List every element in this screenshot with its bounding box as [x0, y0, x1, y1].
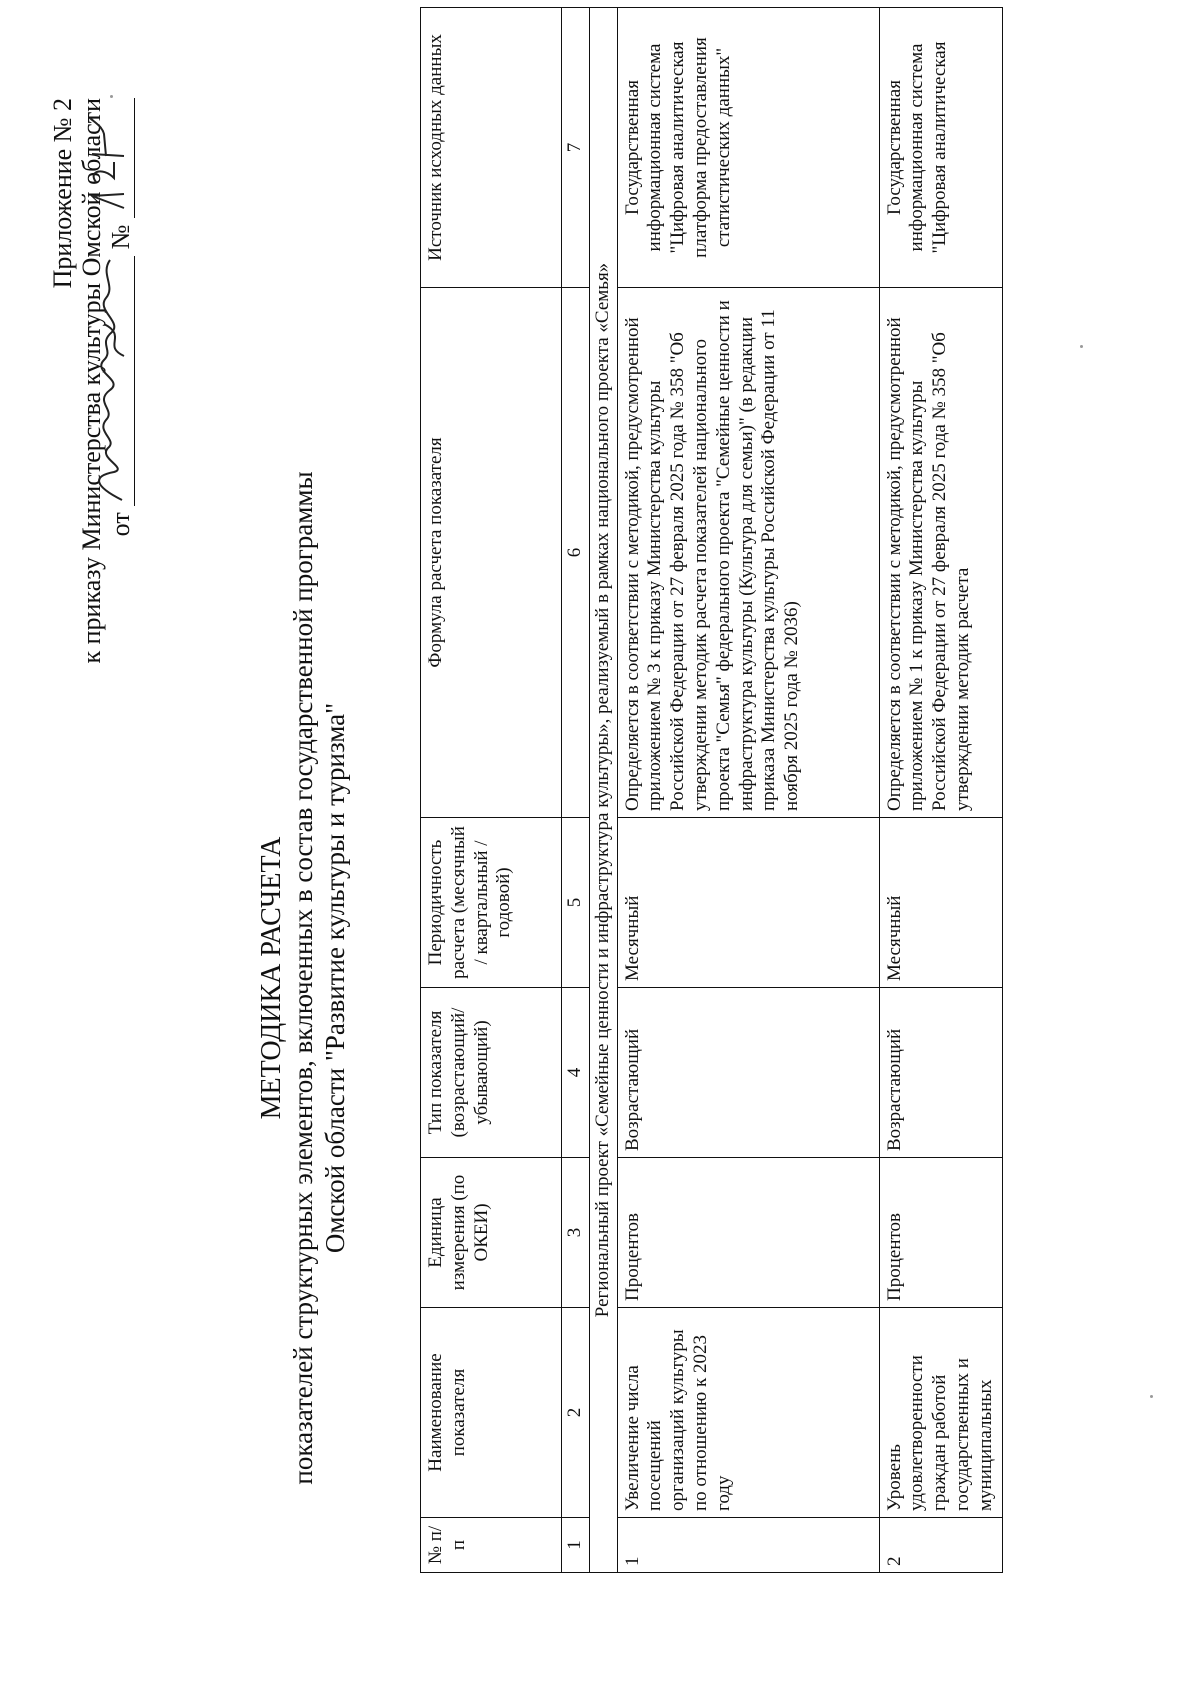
row-unit: Процентов — [617, 1158, 879, 1308]
row-period: Месячный — [879, 818, 1002, 988]
row-formula: Определяется в соответствии с методикой, предусмотренной приложением № 3 к приказу Министерства культуры Российской Федерации от 27 февраля 2025 года № 358 "Об утверждении методик расчета показателей национального проекта "Семья" федерального проекта "Семейные ценности и инфраструктура культуры (Культура для семьи)" (в редакции приказа Министерства культуры Российской Федерации от 11 ноября 2025 года № 2036) — [617, 288, 879, 818]
date-prefix: от — [106, 512, 136, 537]
row-period: Месячный — [617, 818, 879, 988]
table-header-row — [421, 8, 562, 1573]
section-title: Региональный проект «Семейные ценности и инфраструктура культуры», реализуемый в рамках национального проекта «Семья» — [589, 8, 617, 1573]
row-number: 1 — [617, 1518, 879, 1573]
document-subtitle-program: Омской области "Развитие культуры и туризма" — [319, 702, 350, 1254]
scan-speck — [1080, 345, 1083, 348]
column-number: 6 — [562, 288, 590, 818]
document-title: МЕТОДИКА РАСЧЕТА — [256, 836, 287, 1120]
handwritten-number — [108, 98, 135, 218]
document-subtitle: показателей структурных элементов, включенных в состав государственной программы — [288, 471, 319, 1485]
number-prefix: № — [106, 224, 136, 250]
row-unit: Процентов — [879, 1158, 1002, 1308]
column-number: 7 — [562, 8, 590, 288]
row-source: Государственная информационная система "Цифровая аналитическая — [879, 8, 1002, 288]
header-cell-type: Тип показателя (возрастающий/ убывающий) — [421, 988, 562, 1158]
header-cell-number: № п/п — [421, 1518, 562, 1573]
row-number: 2 — [879, 1518, 1002, 1573]
appendix-order-line: к приказу Министерства культуры Омской области — [77, 98, 107, 664]
column-number: 5 — [562, 818, 590, 988]
appendix-title: Приложение № 2 — [48, 98, 77, 289]
header-cell-formula: Формула расчета показателя — [421, 288, 562, 818]
table-row — [879, 8, 1002, 1573]
row-source: Государственная информационная система "Цифровая аналитическая платформа предоставления статистических данных" — [617, 8, 879, 288]
document-title-block — [255, 338, 352, 1618]
scan-speck — [110, 95, 113, 98]
table-row — [617, 8, 879, 1573]
appendix-date-line — [106, 98, 135, 1508]
methodology-table — [420, 7, 1003, 1573]
handwritten-date — [108, 256, 135, 506]
scan-speck — [1150, 1395, 1153, 1398]
header-cell-name: Наименование показателя — [421, 1308, 562, 1518]
row-indicator-name: Увеличение числа посещений организаций культуры по отношению к 2023 году — [617, 1308, 879, 1518]
row-type: Возрастающий — [617, 988, 879, 1158]
column-number-row — [562, 8, 590, 1573]
row-formula: Определяется в соответствии с методикой, предусмотренной приложением № 1 к приказу Министерства культуры Российской Федерации от 27 февраля 2025 года № 358 "Об утверждении методик расчета — [879, 288, 1002, 818]
column-number: 2 — [562, 1308, 590, 1518]
row-indicator-name: Уровень удовлетворенности граждан работой государственных и муниципальных — [879, 1308, 1002, 1518]
column-number: 4 — [562, 988, 590, 1158]
appendix-block — [48, 98, 135, 1508]
section-row — [589, 8, 617, 1573]
header-cell-source: Источник исходных данных — [421, 8, 562, 288]
column-number: 1 — [562, 1518, 590, 1573]
column-number: 3 — [562, 1158, 590, 1308]
row-type: Возрастающий — [879, 988, 1002, 1158]
header-cell-period: Периодичность расчета (месячный / квартальный / годовой) — [421, 818, 562, 988]
header-cell-unit: Единица измерения (по ОКЕИ) — [421, 1158, 562, 1308]
